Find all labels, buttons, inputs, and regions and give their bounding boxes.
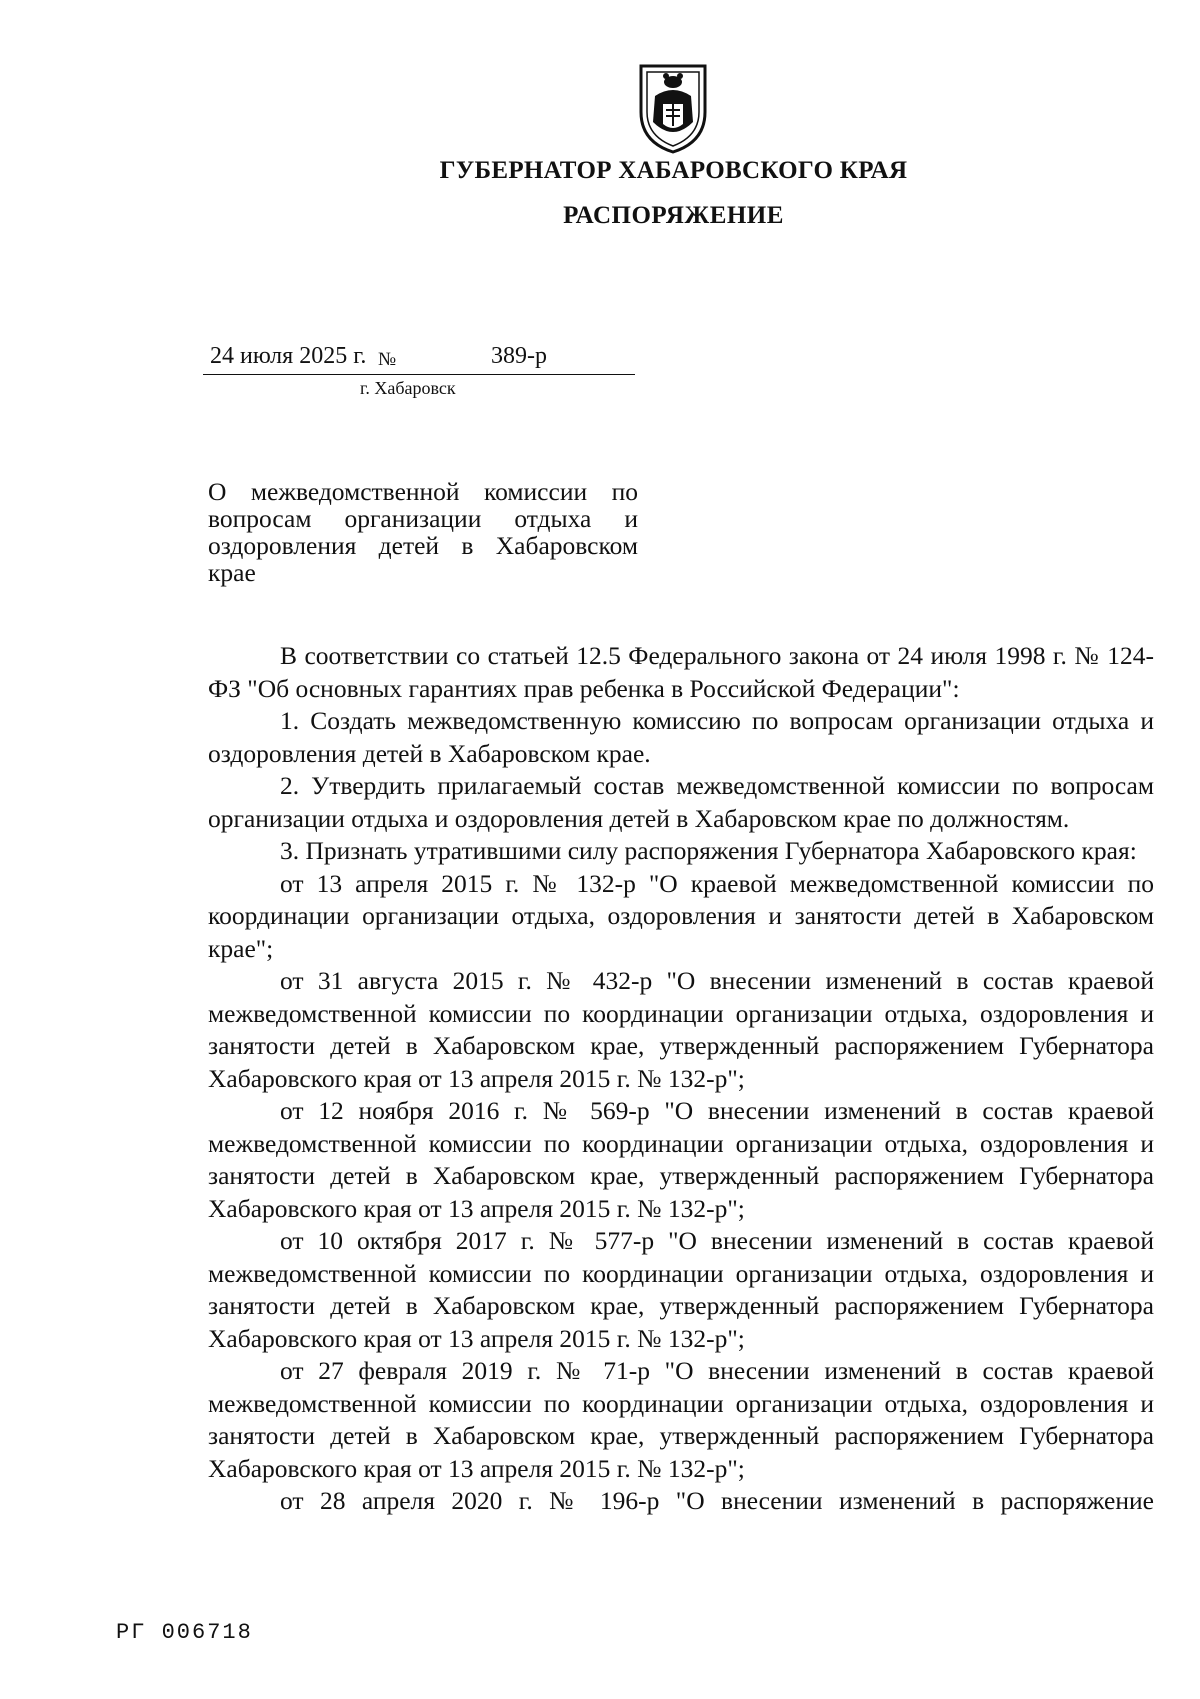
- repealed-act-paragraph: от 13 апреля 2015 г. № 132-р "О краевой межведомственной комиссии по координации организации отдыха, оздоровления и занятости детей в Хабаровском крае";: [208, 868, 1154, 963]
- form-code: РГ 006718: [116, 1620, 253, 1645]
- preamble-paragraph: В соответствии со статьей 12.5 Федерального закона от 24 июля 1998 г. № 124-ФЗ "Об основных гарантиях прав ребенка в Российской Федерации":: [208, 641, 1154, 703]
- repealed-act-paragraph: от 27 февраля 2019 г. № 71-р "О внесении изменений в состав краевой межведомственной комиссии по координации организации отдыха, оздоровления и занятости детей в Хабаровском крае, утвержденный распоряжением Губернатора Хабаровского края от 13 апреля 2015 г. № 132-р";: [208, 1356, 1154, 1483]
- repealed-act-paragraph: от 12 ноября 2016 г. № 569-р "О внесении изменений в состав краевой межведомственной комиссии по координации организации отдыха, оздоровления и занятости детей в Хабаровском крае, утвержденный распоряжением Губернатора Хабаровского края от 13 апреля 2015 г. № 132-р";: [208, 1096, 1154, 1223]
- repealed-act-paragraph: от 10 октября 2017 г. № 577-р "О внесении изменений в состав краевой межведомственной комиссии по координации организации отдыха, оздоровления и занятости детей в Хабаровском крае, утвержденный распоряжением Губернатора Хабаровского края от 13 апреля 2015 г. № 132-р";: [208, 1226, 1154, 1353]
- organization-title: ГУБЕРНАТОР ХАБАРОВСКОГО КРАЯ: [439, 157, 908, 184]
- item-2-paragraph: 2. Утвердить прилагаемый состав межведомственной комиссии по вопросам организации отдыха и оздоровления детей в Хабаровском крае по должностям.: [208, 771, 1154, 833]
- item-3-paragraph: 3. Признать утратившими силу распоряжения Губернатора Хабаровского края:: [280, 836, 1137, 865]
- item-1-paragraph: 1. Создать межведомственную комиссию по вопросам организации отдыха и оздоровления детей в Хабаровском крае.: [208, 706, 1154, 768]
- repealed-act-paragraph: от 31 августа 2015 г. № 432-р "О внесении изменений в состав краевой межведомственной комиссии по координации организации отдыха, оздоровления и занятости детей в Хабаровском крае, утвержденный распоряжением Губернатора Хабаровского края от 13 апреля 2015 г. № 132-р";: [208, 966, 1154, 1093]
- document-requisites-line: [203, 343, 635, 375]
- document-city: г. Хабаровск: [360, 378, 456, 398]
- repealed-act-paragraph: от 28 апреля 2020 г. № 196-р "О внесении изменений в распоряжение: [280, 1486, 1154, 1515]
- number-sign: №: [378, 349, 397, 370]
- document-body: [208, 640, 1154, 1518]
- khabarovsk-coat-of-arms-icon: [633, 60, 713, 155]
- document-date: 24 июля 2025 г.: [210, 343, 367, 369]
- document-subject: О межведомственной комиссии по вопросам организации отдыха и оздоровления детей в Хабаровском крае: [208, 477, 638, 587]
- document-number: 389-р: [491, 343, 547, 369]
- document-type-title: РАСПОРЯЖЕНИЕ: [563, 202, 784, 229]
